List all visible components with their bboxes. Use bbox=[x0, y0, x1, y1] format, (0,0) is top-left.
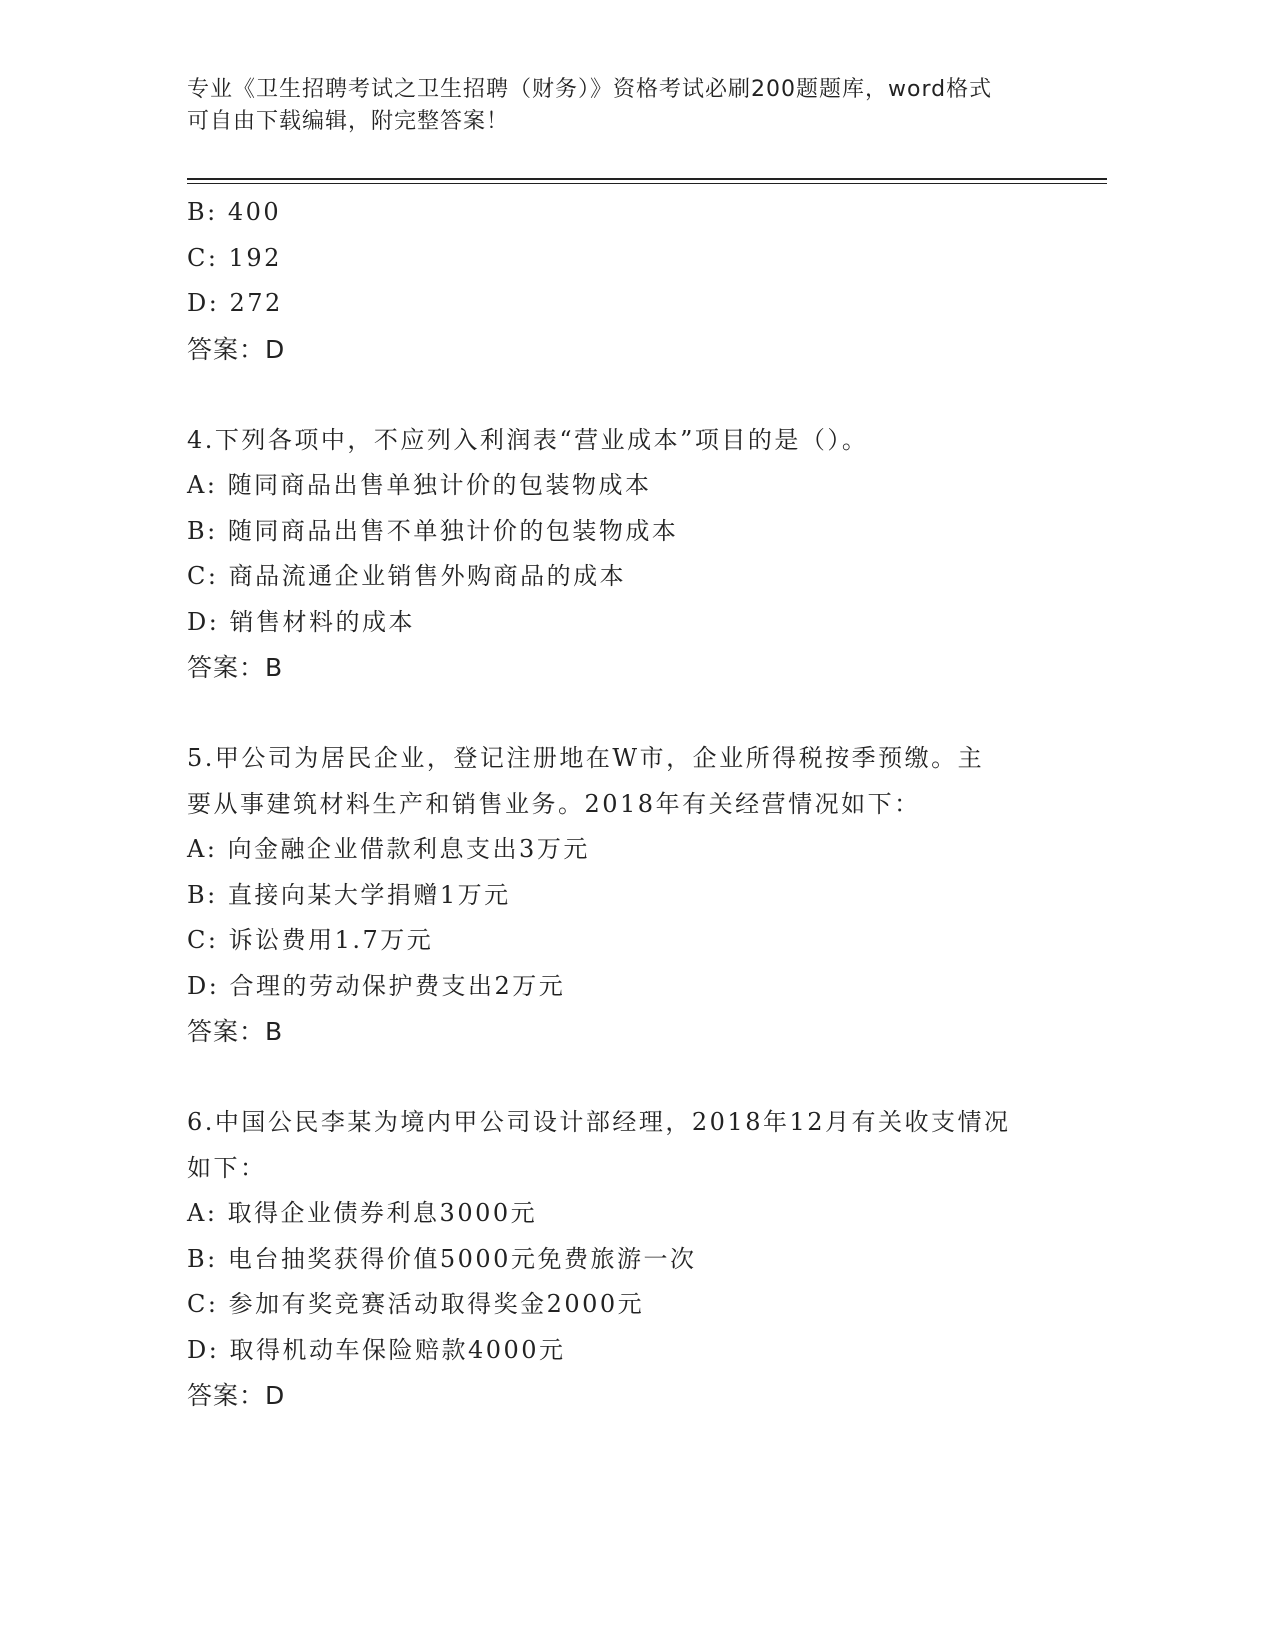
option-label: D: bbox=[187, 1335, 220, 1364]
option-label: B: bbox=[187, 198, 218, 226]
option-text: 诉讼费用1.7万元 bbox=[228, 926, 434, 954]
option-text: 合理的劳动保护费支出2万元 bbox=[229, 971, 566, 1000]
question-stem-line-1: 5.甲公司为居民企业，登记注册地在W市，企业所得税按季预缴。主 bbox=[187, 744, 985, 772]
option-label: D: bbox=[187, 289, 220, 317]
option-label: B: bbox=[187, 1244, 218, 1273]
option-c bbox=[187, 918, 1087, 964]
option-d bbox=[187, 964, 1087, 1010]
option-label: A: bbox=[187, 835, 218, 863]
option-text: 192 bbox=[228, 243, 282, 272]
option-label: A: bbox=[187, 1199, 218, 1227]
answer: 答案：B bbox=[187, 1017, 284, 1046]
option-b bbox=[187, 190, 1087, 236]
question-stem-line-1: 6.中国公民李某为境内甲公司设计部经理，2018年12月有关收支情况 bbox=[187, 1108, 1011, 1136]
question-3 bbox=[187, 190, 1087, 372]
question-stem-line-2: 要从事建筑材料生产和销售业务。2018年有关经营情况如下： bbox=[187, 789, 921, 818]
option-a bbox=[187, 1191, 1087, 1237]
option-c bbox=[187, 236, 1087, 282]
question-4 bbox=[187, 418, 1087, 691]
option-text: 向金融企业借款利息支出3万元 bbox=[227, 835, 590, 863]
option-label: C: bbox=[187, 562, 219, 590]
option-d bbox=[187, 1328, 1087, 1374]
answer: 答案：D bbox=[187, 1381, 286, 1410]
option-text: 电台抽奖获得价值5000元免费旅游一次 bbox=[227, 1244, 697, 1273]
option-text: 直接向某大学捐赠1万元 bbox=[227, 880, 511, 909]
question-list bbox=[187, 190, 1087, 1419]
option-label: A: bbox=[187, 471, 218, 499]
answer: 答案：B bbox=[187, 653, 284, 682]
page-header bbox=[187, 74, 1087, 138]
question-5 bbox=[187, 736, 1087, 1055]
option-label: C: bbox=[187, 926, 219, 954]
spacer bbox=[187, 372, 1087, 418]
option-text: 参加有奖竞赛活动取得奖金2000元 bbox=[228, 1290, 645, 1318]
header-title-line-1: 专业《卫生招聘考试之卫生招聘（财务）》资格考试必刷200题题库，word格式 bbox=[187, 77, 993, 102]
header-divider-thick bbox=[187, 178, 1107, 180]
option-d bbox=[187, 600, 1087, 646]
option-label: C: bbox=[187, 243, 219, 272]
option-label: D: bbox=[187, 971, 220, 1000]
option-b bbox=[187, 873, 1087, 919]
option-c bbox=[187, 554, 1087, 600]
option-label: B: bbox=[187, 880, 218, 909]
option-a bbox=[187, 827, 1087, 873]
option-text: 400 bbox=[227, 198, 282, 226]
option-label: C: bbox=[187, 1290, 219, 1318]
spacer bbox=[187, 1055, 1087, 1101]
answer: 答案：D bbox=[187, 334, 286, 364]
option-label: D: bbox=[187, 607, 220, 636]
option-c bbox=[187, 1282, 1087, 1328]
question-stem: 4.下列各项中，不应列入利润表“营业成本”项目的是（）。 bbox=[187, 425, 869, 454]
option-d bbox=[187, 281, 1087, 327]
option-text: 随同商品出售不单独计价的包装物成本 bbox=[227, 516, 679, 545]
option-text: 随同商品出售单独计价的包装物成本 bbox=[227, 471, 652, 499]
option-b bbox=[187, 1237, 1087, 1283]
spacer bbox=[187, 691, 1087, 737]
option-label: B: bbox=[187, 516, 218, 545]
option-text: 销售材料的成本 bbox=[229, 607, 415, 636]
header-title-line-2: 可自由下载编辑，附完整答案！ bbox=[187, 109, 510, 134]
option-b bbox=[187, 509, 1087, 555]
option-text: 取得机动车保险赔款4000元 bbox=[229, 1335, 566, 1364]
option-text: 取得企业债券利息3000元 bbox=[227, 1199, 538, 1227]
question-6 bbox=[187, 1100, 1087, 1419]
header-divider-thin bbox=[187, 183, 1107, 184]
option-a bbox=[187, 463, 1087, 509]
option-text: 272 bbox=[229, 289, 283, 317]
option-text: 商品流通企业销售外购商品的成本 bbox=[228, 562, 627, 590]
question-stem-line-2: 如下： bbox=[187, 1153, 267, 1182]
